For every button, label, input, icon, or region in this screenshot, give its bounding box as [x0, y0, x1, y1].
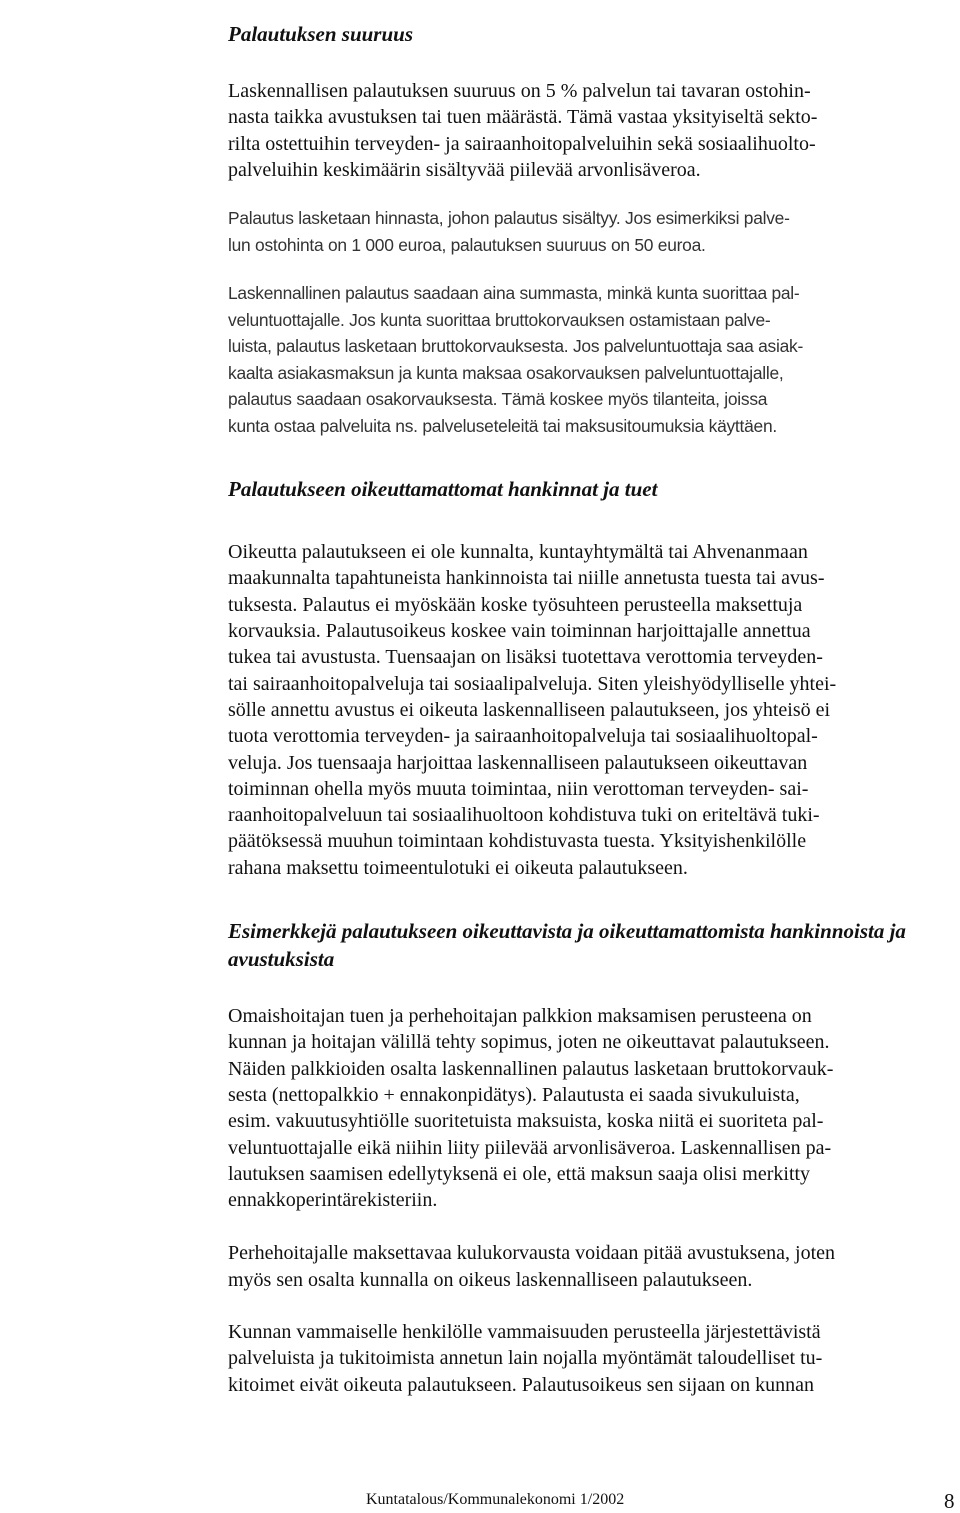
paragraph-suuruus-intro: Laskennallisen palautuksen suuruus on 5 % palvelun tai tavaran ostohin- nasta taikka avustuksen tai tuen määrästä. Tämä vastaa yksityiseltä sekto- rilta ostettuihin terveyden- ja sairaanhoitopalveluihin sekä sosiaalihuolto- palveluihin keskimäärin sisältyvää piilevää arvonlisäveroa. [228, 80, 818, 181]
paragraph-laskennallinen-palautus: Laskennallinen palautus saadaan aina summasta, minkä kunta suorittaa pal- veluntuottajalle. Jos kunta suorittaa bruttokorvauksen ostamistaan palve- luista, palautus lasketaan bruttokorvauksesta. Jos palveluntuottaja saa asiak- kaalta asiakasmaksun ja kunta maksaa osakorvauksen palveluntuottajalle, palautus saadaan osakorvauksesta. Tämä koskee myös tilanteita, joissa kunta ostaa palveluita ns. palveluseteleitä tai maksusitoumuksia käyttäen. [228, 283, 804, 436]
paragraph-perhehoitajan-kulukorvaus: Perhehoitajalle maksettavaa kulukorvausta voidaan pitää avustuksena, joten myös sen osalta kunnalla on oikeus laskennalliseen palautukseen. [228, 1242, 836, 1291]
section-heading-oikeuttamattomat: Palautukseen oikeuttamattomat hankinnat ja tuet [228, 477, 658, 502]
publication-name: Kuntatalous/Kommunalekonomi 1/2002 [366, 1491, 625, 1508]
paragraph-omaishoitajan-tuki: Omaishoitajan tuen ja perhehoitajan palkkion maksamisen perusteena on kunnan ja hoitajan välillä tehty sopimus, joten ne oikeuttavat palautukseen. Näiden palkkioiden osalta laskennallinen palautus lasketaan bruttokorvauk- sesta (nettopalkkio + ennakonpidätys). Palautusta ei saada sivukuluista, esim. vakuutusyhtiölle suoritetuista maksuista, koska niitä ei suoriteta pal- veluntuottajalle eikä niihin liity piilevää arvonlisäveroa. Laskennallisen pa- lautuksen saamisen edellytyksenä ei ole, että maksun saaja olisi merkitty ennakkoperintärekisteriin. [228, 1005, 834, 1212]
page-number: 8 [944, 1489, 955, 1513]
page-footer [0, 1478, 960, 1513]
section-heading-palautuksen-suuruus: Palautuksen suuruus [228, 22, 414, 46]
section-heading-esimerkkeja: Esimerkkejä palautukseen oikeuttavista ja oikeuttamattomista hankinnoista ja avustuksista [228, 919, 906, 972]
paragraph-oikeutta-palautukseen: Oikeutta palautukseen ei ole kunnalta, kuntayhtymältä tai Ahvenanmaan maakunnalta tapahtuneista hankinnoista tai niille annetusta tuesta tai avus- tuksesta. Palautus ei myöskään koske työsuhteen perusteella maksettuja korvauksia. Palautusoikeus koskee vain toiminnan harjoittajalle annettua tukea tai avustusta. Tuensaajan on lisäksi tuotettava verottomia terveyden- tai sairaanhoitopalveluja tai sosiaalipalveluja. Siten yleishyödylliselle yhtei- sölle annettu avustus ei oikeuta laskennalliseen palautukseen, jos yhteisö ei tuota verottomia terveyden- ja sairaanhoitopalveluja tai sosiaalihuoltopal- veluja. Jos tuensaaja harjoittaa laskennalliseen palautukseen oikeuttavan toiminnan ohella myös muuta toimintaa, niin verottoman terveyden- sai- raanhoitopalveluun tai sosiaalihuoltoon kohdistuva tuki on eriteltävä tuki- päätöksessä muuhun toimintaan kohdistuvasta tuesta. Yksityishenkilölle rahana maksettu toimeentulotuki ei oikeuta palautukseen. [228, 541, 837, 879]
document-page [228, 14, 944, 1398]
paragraph-palautus-lasketaan: Palautus lasketaan hinnasta, johon palautus sisältyy. Jos esimerkiksi palve- lun ostohinta on 1 000 euroa, palautuksen suuruus on 50 euroa. [228, 208, 790, 255]
paragraph-vammaispalvelut: Kunnan vammaiselle henkilölle vammaisuuden perusteella järjestettävistä palveluista ja tukitoimista annetun lain nojalla myöntämät taloudelliset tu- kitoimet eivät oikeuta palautukseen. Palautusoikeus sen sijaan on kunnan [228, 1321, 823, 1396]
